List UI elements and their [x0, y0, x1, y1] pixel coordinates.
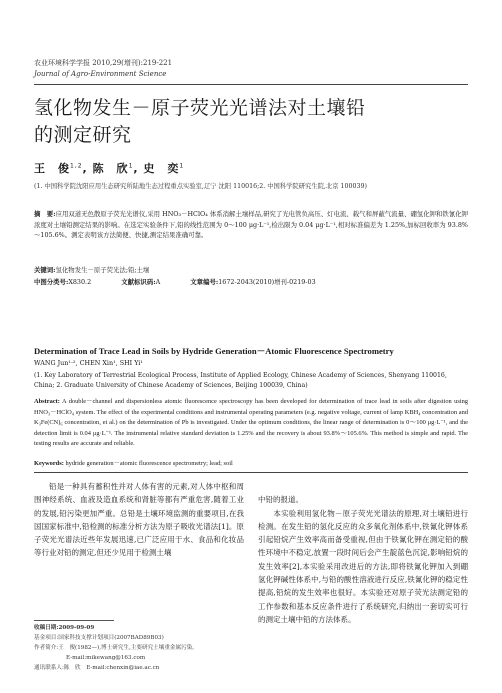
author-3: 史 奕 — [143, 162, 180, 175]
body-paragraph-1: 铅是一种具有蓄积性并对人体有害的元素,对人体中枢和周围神经系统、血液及造血系统和肾脏等都有严重危害,随着工业的发展,铅污染更加严重。总铅是土壤环境监测的重要项目,在我国国家标准中,铅检测的标准分析方法为原子吸收光谱法[1]。原子荧光光谱法近些年发展迅速,已广泛应用于水、食品和化妆品等行业对铅的测定,但还少见用于检测土壤 — [34, 482, 244, 558]
abstract-cn-label: 摘 要: — [34, 210, 56, 218]
footnote-correspondence: 通讯联系人:陈 欣 E-mail:chenxin@iae.ac.cn — [34, 665, 160, 671]
doc-code-value: A — [155, 278, 161, 286]
author-2-sup: 1 — [128, 162, 134, 170]
english-authors: WANG Jun¹·², CHEN Xin¹, SHI Yi¹ — [34, 359, 143, 367]
title-line-1: 氢化物发生－原子荧光光谱法对土壤铅 — [34, 97, 366, 119]
english-keywords — [34, 458, 468, 467]
author-2: 陈 欣 — [92, 162, 129, 175]
clc-label: 中图分类号: — [34, 278, 69, 286]
footnote-fund: 基金项目:国家科技支撑计划项目(2007BAD89B03) — [34, 635, 164, 641]
title-line-2: 的测定研究 — [34, 124, 132, 146]
abstract-cn — [34, 209, 468, 241]
english-abstract-text: A double－channel and dispersionless atomic fluorescence spectroscopy has been developed for determination of trace lead in soils after digestion using HNO₃－HClO₄ system. The effect of the experimental conditions and instrumental operating parameters (e.g. negative voltage, current of lamp KBH₄ concentration and K₃Fe(CN)₆ concentration, et al.) on the determination of Pb is investigated. Under the optimum conditions, the linear range of determination is 0～100 μg·L⁻¹, and the detection limit is 0.04 μg·L⁻¹. The instrumental relative standard deviation is 1.25% and the recovery is about 93.8%～105.6%. This method is simple and rapid. The testing results are accurate and reliable. — [34, 398, 468, 447]
abstract-cn-text: 应用双道无色散原子荧光光谱仪,采用 HNO₃－HClO₄ 体系消解土壤样品,研究了光电管负高压、灯电流、载气和屏蔽气流量、硼氢化钾和铁氰化钾浓度对土壤铅测定结果的影响。在选定实验条件下,铅的线性范围为 0～100 μg·L⁻¹,检出限为 0.04 μg·L⁻¹,相对标准偏差为 1.25%,加标回收率为 93.8%～105.6%。测定表明该方法简便、快捷,测定结果准确可靠。 — [34, 210, 468, 240]
english-title: Determination of Trace Lead in Soils by Hydride Generation－Atomic Fluorescence Spectrometry — [34, 346, 394, 356]
keywords-cn-label: 关键词: — [34, 266, 56, 274]
author-list: 王 俊$^{1,2}$, 陈 欣$^1$, 史 奕$^1$ — [34, 162, 185, 175]
author-1-sup: 1,2 — [70, 162, 83, 170]
affiliation: (1. 中国科学院沈阳应用生态研究所陆地生态过程重点实验室,辽宁 沈阳 110016;2. 中国科学院研究生院,北京 100039) — [34, 183, 368, 190]
footnote-email: E-mail:mikewang@163.com — [66, 655, 146, 661]
english-abstract — [34, 397, 468, 450]
clc-value: X830.2 — [68, 278, 92, 286]
abstract-end-rule — [34, 472, 468, 473]
keywords-cn-text: 氢化物发生－原子荧光法;铅;土壤 — [55, 266, 150, 274]
english-keywords-text: hydride generation－atomic fluorescence spectrometry; lead; soil — [65, 460, 233, 467]
classification-line — [34, 277, 468, 288]
english-abstract-label: Abstract: — [34, 398, 60, 405]
footnote-author: 作者简介:王 俊(1982—),博士研究生,主要研究土壤重金属污染。 — [34, 645, 198, 651]
article-no-label: 文章编号: — [190, 278, 219, 286]
article-no-value: 1672-2043(2010)增刊-0219-03 — [218, 278, 316, 286]
header-rule — [34, 84, 468, 85]
article-title — [34, 95, 366, 149]
journal-name-en: Journal of Agro-Environment Science — [34, 70, 167, 78]
english-keywords-label: Keywords: — [34, 460, 64, 467]
body-paragraph-2: 中铅的报道。 本实验利用氢化物－原子荧光光谱法的原理,对土壤铅进行检测。在发生铅的氢化反应的众多氧化剂体系中,铁氰化钾体系引起铅烷产生效率高而备受重视,但由于铁氰化钾在测定铅的酸性环境中不稳定,放置一段时间后会产生靛蓝色沉淀,影响铅烷的发生效率[2],本实验采用改进后的方法,即将铁氰化钾加入到硼氢化钾碱性体系中,与铅的酸性溶液进行反应,铁氰化钾的稳定性提高,铅烷的发生效率也很好。本实验还对原子荧光法测定铅的工作参数和基本反应条件进行了系统研究,归纳出一套切实可行的测定土壤中铅的方法体系。 — [258, 495, 468, 624]
doc-code-label: 文献标识码: — [121, 278, 156, 286]
footnote-rule — [34, 620, 114, 621]
body-column-right — [258, 480, 468, 640]
author-3-sup: 1 — [179, 162, 185, 170]
keywords-cn — [34, 265, 468, 276]
author-1: 王 俊 — [34, 162, 70, 175]
journal-name-cn: 农业环境科学学报 2010,29(增刊):219-221 — [34, 59, 173, 67]
footnotes — [34, 623, 244, 673]
body-column-left — [34, 480, 244, 560]
footnote-received: 收稿日期:2009-09-09 — [34, 625, 95, 631]
journal-header — [34, 58, 172, 80]
english-affiliation: (1. Key Laboratory of Terrestrial Ecological Process, Institute of Applied Ecology, Chinese Academy of Sciences, Shenyang 110016, China; 2. Graduate University of Chinese Academy of Sciences, Beijing 100039, China) — [34, 372, 447, 389]
